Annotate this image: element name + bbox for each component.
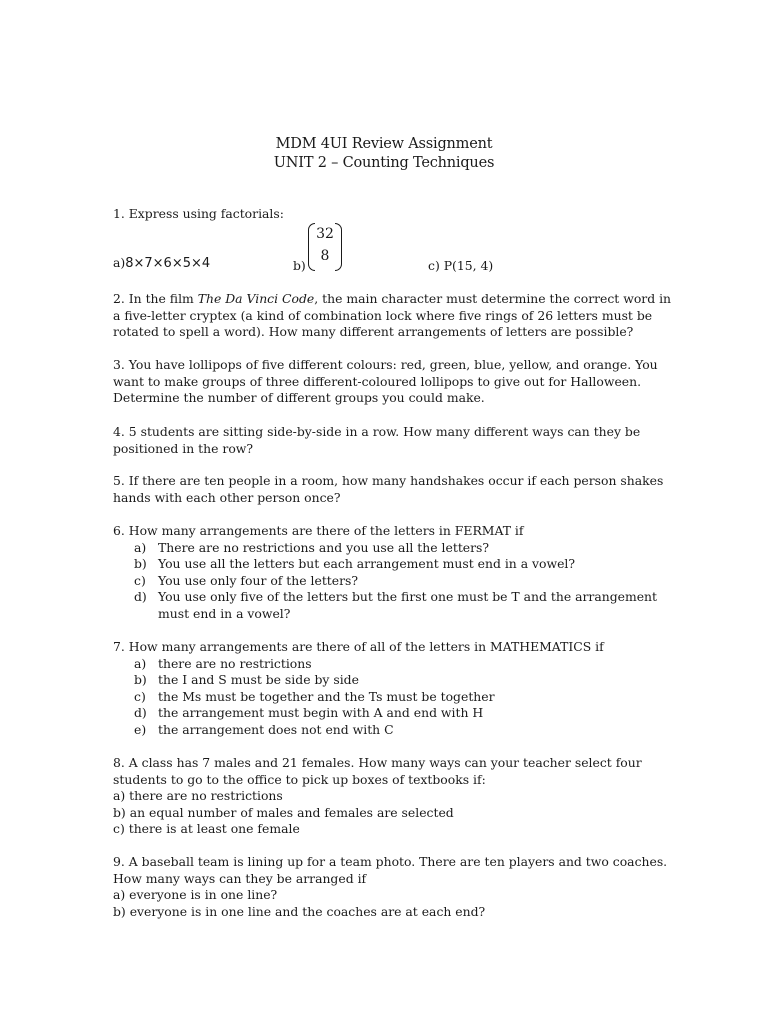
question-2-text: , the main character must determine the correct word in a five-letter cryptex (a kind of combination lock where five rings of 26 letters must be rotated to spell a word). How many different arrangements of letters are possible? [113,291,672,340]
question-7-option [113,689,673,706]
question-8-stem: 8. A class has 7 males and 21 females. How many ways can your teacher select four students to go to the office to pick up boxes of textbooks if: [113,755,642,787]
question-1b-label: b) [293,258,306,273]
question-8-part-a: a) there are no restrictions [113,788,283,804]
question-6-options [113,540,673,623]
option-label: d) [134,705,147,721]
option-text: the arrangement does not end with C [158,721,394,737]
option-text: there are no restrictions [158,655,312,671]
question-2-intro: 2. In the film [113,291,198,306]
option-label: b) [134,672,147,688]
question-8-part-c: c) there is at least one female [113,821,300,837]
question-9 [113,854,673,920]
binomial-coefficient [308,223,342,269]
option-label: b) [134,556,147,572]
option-text: There are no restrictions and you use all the letters? [158,539,490,555]
page-subtitle: UNIT 2 – Counting Techniques [273,155,495,171]
question-6-option [113,573,673,590]
binomial-top: 32 [316,226,334,242]
question-9-part-b: b) everyone is in one line and the coaches are at each end? [113,903,486,919]
question-1a-label: a) [113,255,126,270]
question-7-options [113,656,673,739]
question-8-part-b: b) an equal number of males and females are selected [113,804,454,820]
question-7-option [113,722,673,739]
question-6 [113,523,673,623]
option-text: You use all the letters but each arrangement must end in a vowel? [158,556,576,572]
option-label: d) [134,589,147,605]
question-4: 4. 5 students are sitting side-by-side in a row. How many different ways can they be positioned in the row? [113,424,641,456]
question-6-option [113,589,663,622]
question-7-option [113,672,673,689]
option-label: c) [134,572,146,588]
option-text: You use only five of the letters but the first one must be T and the arrangement must end in a vowel? [158,589,658,621]
question-1a [113,255,210,271]
binomial-bottom: 8 [320,248,330,264]
question-7 [113,639,673,739]
question-9-stem: 9. A baseball team is lining up for a team photo. There are ten players and two coaches. How many ways can they be arranged if [113,854,668,886]
option-text: the arrangement must begin with A and end with H [158,705,484,721]
question-7-option [113,705,673,722]
question-5: 5. If there are ten people in a room, how many handshakes occur if each person shakes hands with each other person once? [113,473,664,505]
option-label: e) [134,721,147,737]
question-1-stem: 1. Express using factorials: [113,206,284,221]
question-1c: c) P(15, 4) [428,258,494,273]
option-label: c) [134,688,146,704]
option-label: a) [134,655,147,671]
question-8 [113,755,673,838]
question-2-film-title: The Da Vinci Code [197,291,315,306]
option-text: the I and S must be side by side [158,672,359,688]
option-text: the Ms must be together and the Ts must be together [158,688,495,704]
question-2 [113,291,673,341]
question-6-option [113,540,673,557]
option-text: You use only four of the letters? [158,572,359,588]
page-title: MDM 4UI Review Assignment [275,136,493,152]
question-9-part-a: a) everyone is in one line? [113,887,278,903]
question-6-stem: 6. How many arrangements are there of the letters in FERMAT if [113,523,524,538]
question-3: 3. You have lollipops of five different colours: red, green, blue, yellow, and orange. You want to make groups of three different-coloured lollipops to give out for Halloween. Determine the number of different groups you could make. [113,357,658,406]
question-1a-expression: 8×7×6×5×4 [125,256,211,271]
question-7-option [113,656,673,673]
question-6-option [113,556,673,573]
question-7-stem: 7. How many arrangements are there of all of the letters in MATHEMATICS if [113,639,604,654]
option-label: a) [134,539,147,555]
